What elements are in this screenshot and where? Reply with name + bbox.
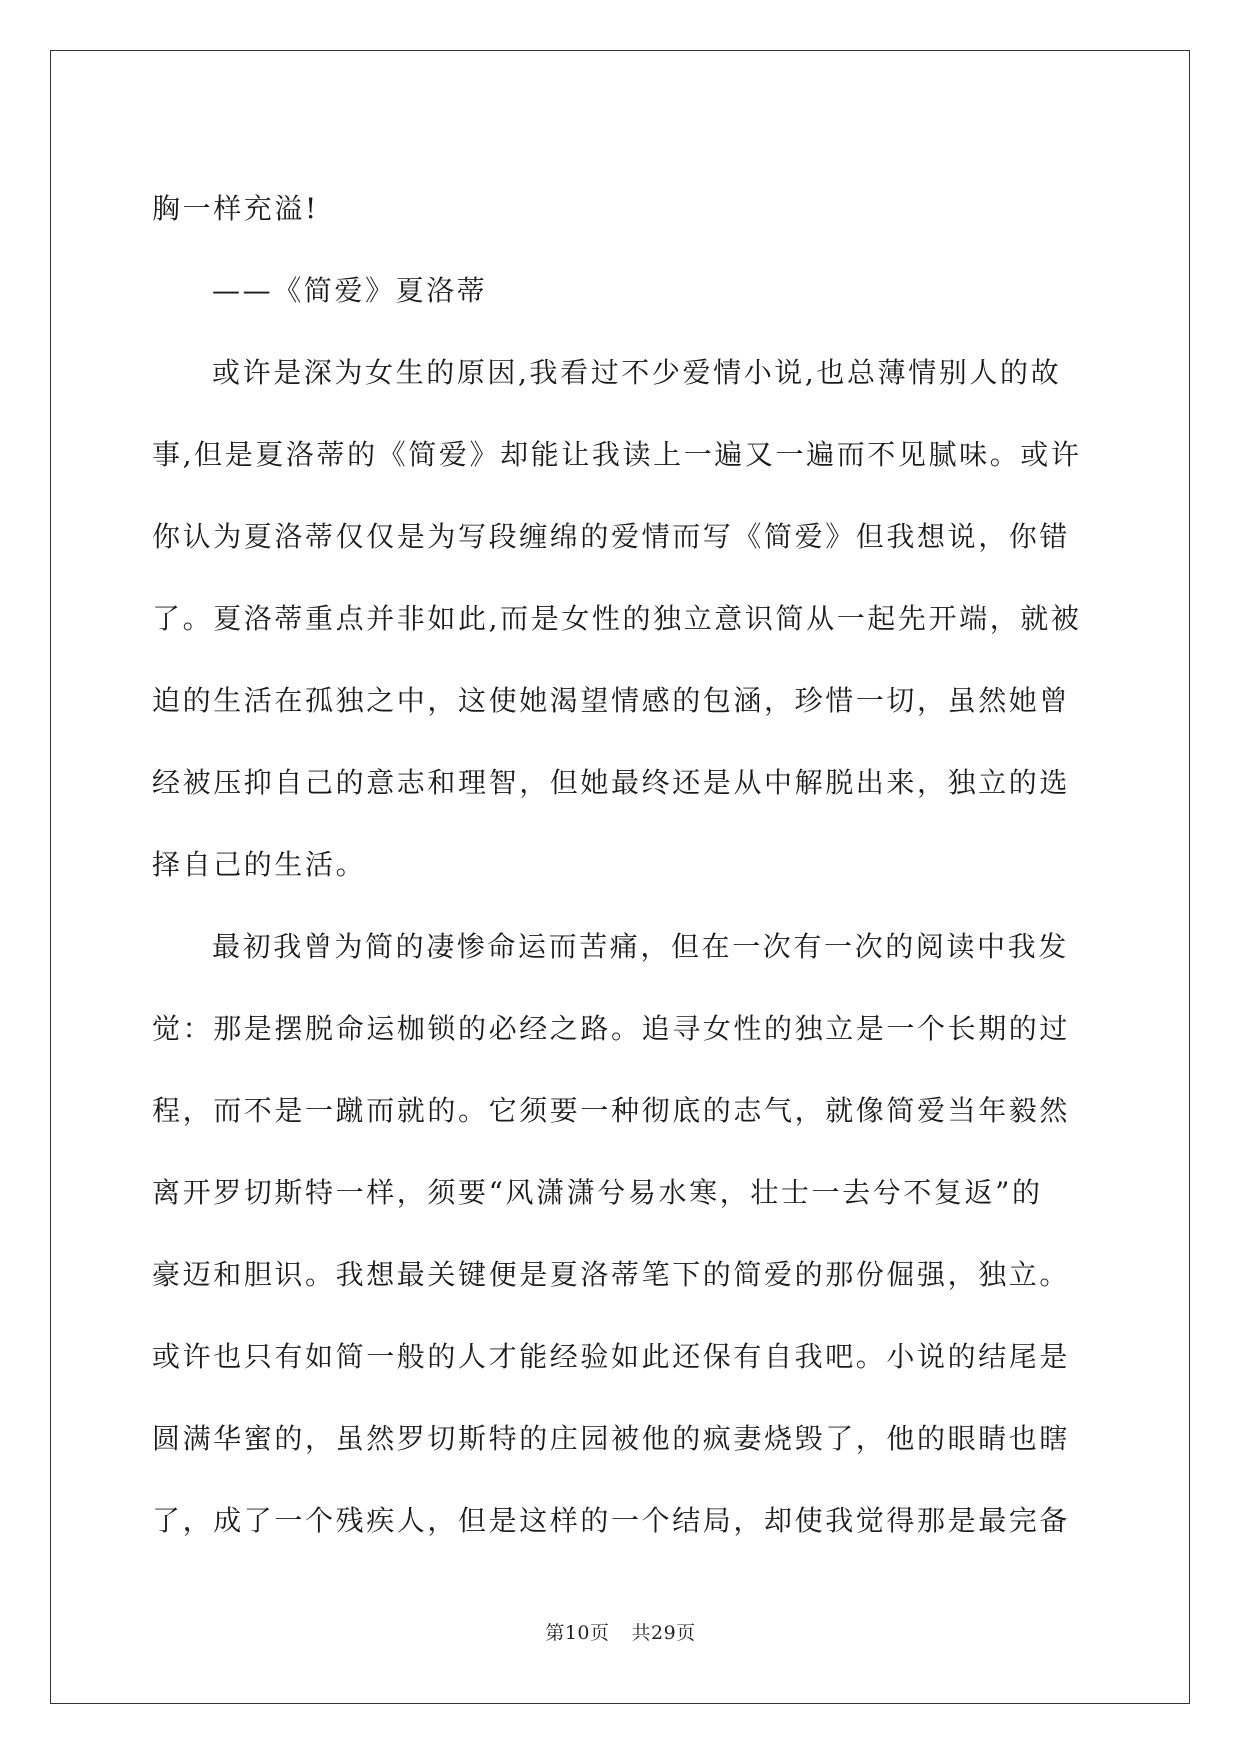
text-line: ——《简爱》夏洛蒂 (212, 274, 488, 307)
text-line: 觉：那是摆脱命运枷锁的必经之路。追寻女性的独立是一个长期的过 (152, 1012, 1071, 1045)
text-line: 你认为夏洛蒂仅仅是为写段缠绵的爱情而写《简爱》但我想说，你错 (152, 520, 1071, 553)
text-line: 择自己的生活。 (152, 848, 367, 881)
document-body (152, 168, 1088, 1562)
text-line: 离开罗切斯特一样，须要“风潇潇兮易水寒，壮士一去兮不复返”的 (152, 1176, 1043, 1209)
page-footer (0, 1618, 1241, 1645)
total-pages: 共29页 (631, 1622, 696, 1644)
text-line: 程，而不是一蹴而就的。它须要一种彻底的志气，就像简爱当年毅然 (152, 1094, 1071, 1127)
paragraph-start-line: 最初我曾为简的凄惨命运而苦痛，但在一次有一次的阅读中我发 (212, 930, 1069, 963)
paragraph-start-line: 或许是深为女生的原因,我看过不少爱情小说,也总薄情别人的故 (212, 356, 1062, 389)
text-line: 经被压抑自己的意志和理智，但她最终还是从中解脱出来，独立的选 (152, 766, 1071, 799)
text-line: 了，成了一个残疾人，但是这样的一个结局，却使我觉得那是最完备 (152, 1504, 1071, 1537)
text-line: 了。夏洛蒂重点并非如此,而是女性的独立意识简从一起先开端，就被 (152, 602, 1082, 635)
text-line: 胸一样充溢! (152, 192, 319, 225)
text-line: 圆满华蜜的，虽然罗切斯特的庄园被他的疯妻烧毁了，他的眼睛也瞎 (152, 1422, 1071, 1455)
text-line: 或许也只有如简一般的人才能经验如此还保有自我吧。小说的结尾是 (152, 1340, 1071, 1373)
text-line: 豪迈和胆识。我想最关键便是夏洛蒂笔下的简爱的那份倔强，独立。 (152, 1258, 1071, 1291)
current-page-number: 第10页 (545, 1622, 610, 1644)
text-line: 迫的生活在孤独之中，这使她渴望情感的包涵，珍惜一切，虽然她曾 (152, 684, 1071, 717)
text-line: 事,但是夏洛蒂的《简爱》却能让我读上一遍又一遍而不见腻味。或许 (152, 438, 1082, 471)
